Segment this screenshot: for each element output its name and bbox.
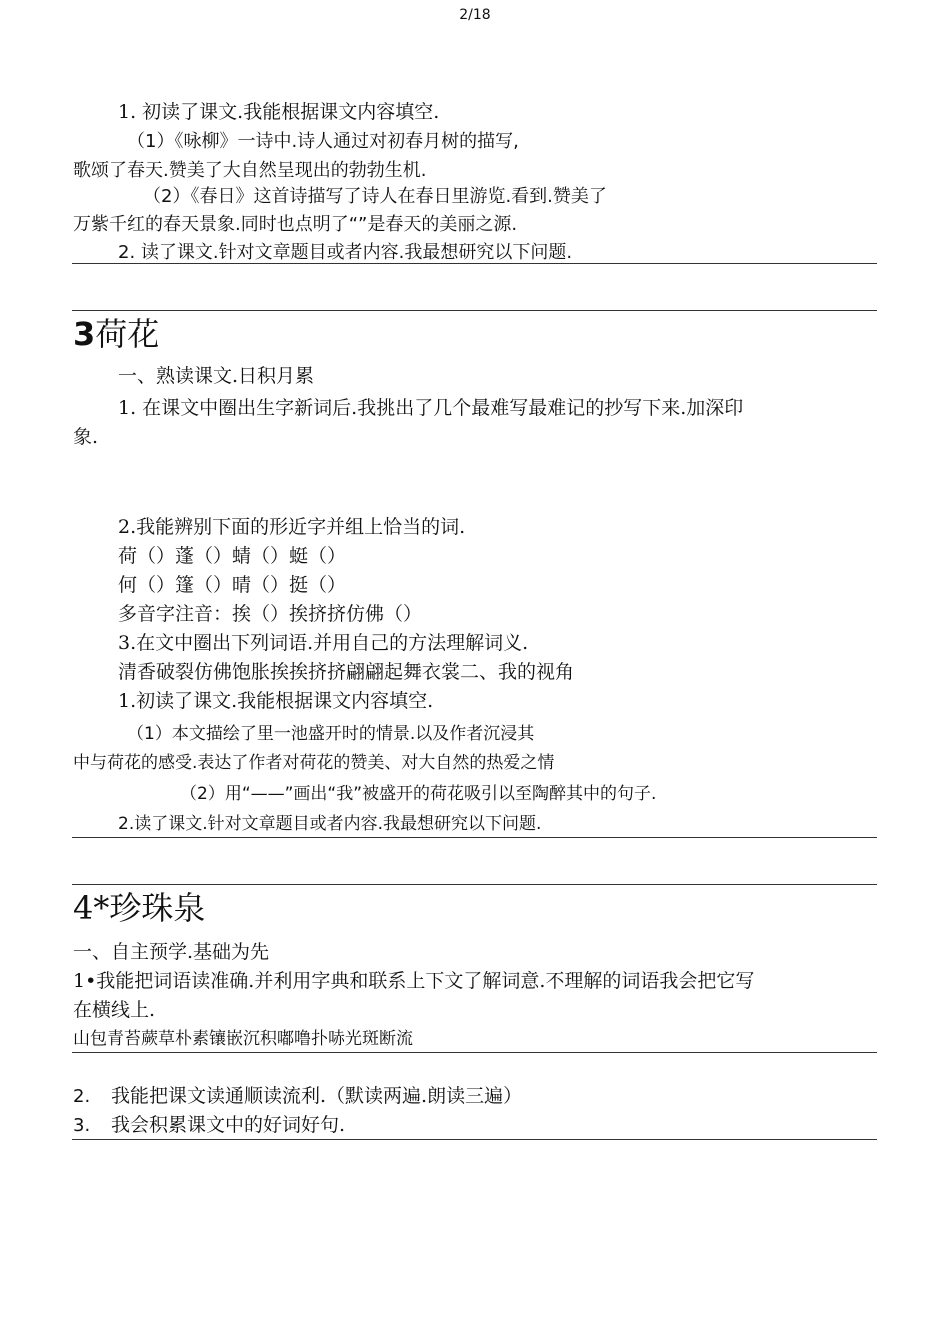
- lesson-3-q1: 1. 在课文中圈出生字新词后.我挑出了几个最难写最难记的抄写下来.加深印: [118, 397, 744, 419]
- section-divider: [72, 884, 877, 885]
- prev-fill-item-2-cont: 万紫千红的春天景象.同时也点明了“”是春天的美丽之源.: [73, 214, 518, 235]
- lesson-4-q3-number: 3.: [73, 1115, 91, 1136]
- answer-line: [72, 1052, 877, 1053]
- lesson-3-title: 荷花: [95, 315, 160, 353]
- lesson-4-q3: 我会积累课文中的好词好句.: [111, 1114, 346, 1136]
- lesson-3-heading: [73, 315, 160, 353]
- lesson-4-q1: 1•我能把词语读准确.并利用字典和联系上下文了解词意.不理解的词语我会把它写: [73, 970, 755, 992]
- answer-line: [72, 1139, 877, 1140]
- prev-fill-instruction: 1. 初读了课文.我能根据课文内容填空.: [118, 101, 440, 123]
- lesson-3-q1-cont: 象.: [73, 426, 99, 448]
- similar-chars-row-2: 何（）篷（）晴（）挺（）: [118, 574, 347, 596]
- lesson-4-q2: 我能把课文读通顺读流利.（默读两遍.朗读三遍）: [111, 1085, 523, 1107]
- lesson-3-number: 3: [73, 315, 96, 353]
- lesson-4-title: 4*珍珠泉: [73, 889, 206, 927]
- lesson-4-part-1-heading: 一、自主预学.基础为先: [73, 941, 270, 963]
- lesson-3-fill-item-2: （2）用“——”画出“我”被盛开的荷花吸引以至陶醉其中的句子.: [180, 784, 657, 804]
- page-number: 2/18: [459, 7, 491, 23]
- lesson-3-q2: 2.我能辨别下面的形近字并组上恰当的词.: [118, 516, 466, 538]
- prev-fill-item-2: （2）《春日》这首诗描写了诗人在春日里游览.看到.赞美了: [143, 186, 607, 207]
- section-divider: [72, 310, 877, 311]
- answer-line: [72, 263, 877, 264]
- prev-fill-item-1: （1）《咏柳》一诗中.诗人通过对初春月树的描写,: [127, 131, 519, 152]
- prev-research-question: 2. 读了课文.针对文章题目或者内容.我最想研究以下问题.: [118, 242, 573, 263]
- lesson-4-q1-cont: 在横线上.: [73, 999, 156, 1021]
- similar-chars-row-1: 荷（）蓬（）蜻（）蜓（）: [118, 545, 347, 567]
- prev-fill-item-1-cont: 歌颂了春天.赞美了大自然呈现出的勃勃生机.: [73, 160, 427, 181]
- lesson-3-fill-instruction: 1.初读了课文.我能根据课文内容填空.: [118, 690, 434, 712]
- lesson-3-fill-item-1: （1）本文描绘了里一池盛开时的情景.以及作者沉浸其: [127, 724, 535, 744]
- lesson-3-part-1-heading: 一、熟读课文.日积月累: [118, 365, 315, 387]
- lesson-3-research-question: 2.读了课文.针对文章题目或者内容.我最想研究以下问题.: [118, 814, 542, 834]
- lesson-3-word-list: 清香破裂仿佛饱胀挨挨挤挤翩翩起舞衣裳二、我的视角: [118, 661, 575, 683]
- lesson-3-q3: 3.在文中圈出下列词语.并用自己的方法理解词义.: [118, 632, 529, 654]
- lesson-3-fill-item-1-cont: 中与荷花的感受.表达了作者对荷花的赞美、对大自然的热爱之情: [73, 753, 555, 773]
- answer-line: [72, 837, 877, 838]
- lesson-4-word-list: 山包青苔蕨草朴素镶嵌沉积嘟噜扑哧光斑断流: [73, 1029, 413, 1049]
- polyphonic-chars: 多音字注音：挨（）挨挤挤仿佛（）: [118, 603, 423, 625]
- lesson-4-q2-number: 2.: [73, 1086, 91, 1107]
